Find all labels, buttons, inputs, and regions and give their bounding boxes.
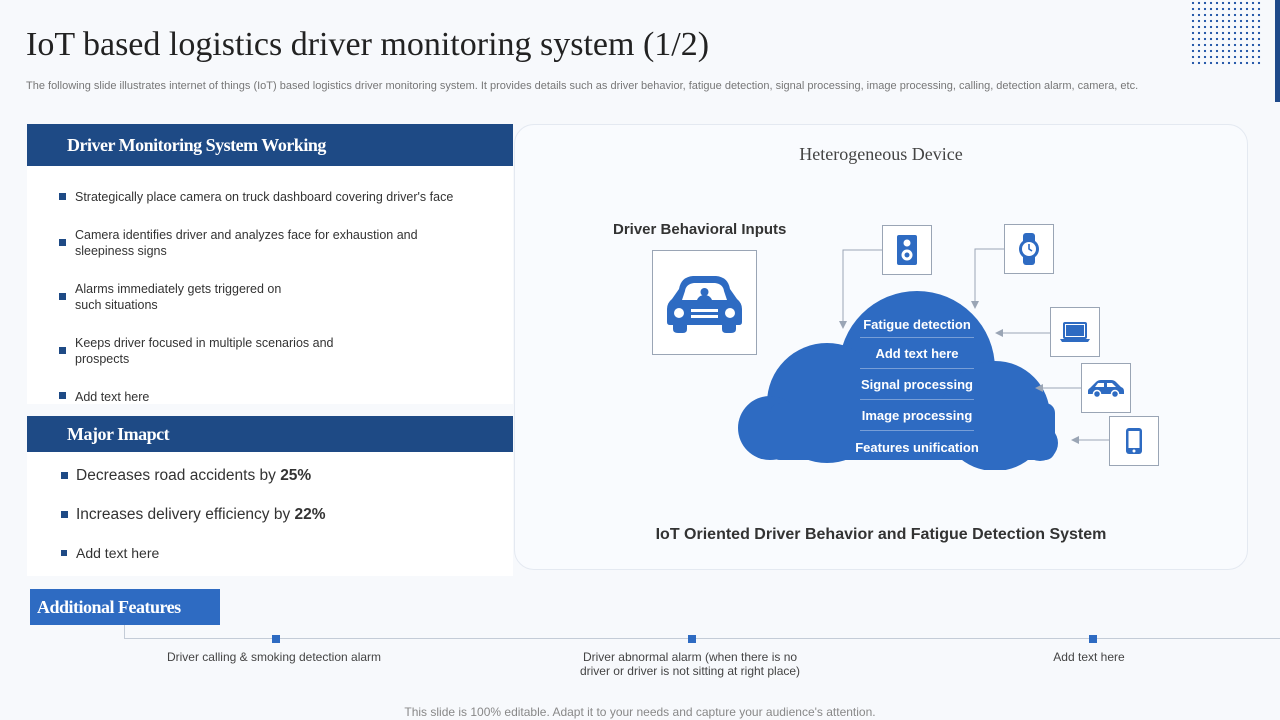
- impact-item-value: 25%: [280, 467, 312, 484]
- impact-item-text: Add text here: [76, 545, 160, 561]
- device-box-speaker: [882, 225, 932, 275]
- impact-heading: Major Imapct: [27, 416, 513, 452]
- page-title: IoT based logistics driver monitoring system (1/2): [26, 26, 710, 63]
- laptop-icon: [1059, 321, 1091, 343]
- working-item: Keeps driver focused in multiple scenarios and prospects: [75, 336, 334, 366]
- timeline-marker: [688, 635, 696, 643]
- cloud-item: Fatigue detection: [863, 317, 971, 332]
- working-item: Add text here: [75, 390, 150, 404]
- working-item: Alarms immediately gets triggered on such situations: [75, 282, 282, 312]
- driver-inputs-label: Driver Behavioral Inputs: [613, 221, 787, 238]
- working-item: Camera identifies driver and analyzes face for exhaustion and sleepiness signs: [75, 228, 418, 258]
- working-item: Strategically place camera on truck dashboard covering driver's face: [75, 190, 454, 204]
- additional-heading: Additional Features: [30, 589, 220, 625]
- timeline-marker: [1089, 635, 1097, 643]
- device-box-car: [1081, 363, 1131, 413]
- impact-item-text: Decreases road accidents by: [76, 467, 281, 484]
- cloud-item: Signal processing: [861, 377, 973, 392]
- device-box-phone: [1109, 416, 1159, 466]
- device-box-laptop: [1050, 307, 1100, 357]
- footer-note: This slide is 100% editable. Adapt it to your needs and capture your audience's attention.: [404, 705, 876, 719]
- speaker-icon: [896, 234, 918, 266]
- cloud-item: Add text here: [875, 346, 959, 361]
- device-box-watch: [1004, 224, 1054, 274]
- working-heading: Driver Monitoring System Working: [27, 124, 513, 166]
- feature-item: Driver calling & smoking detection alarm: [166, 650, 382, 664]
- diagram-title: Heterogeneous Device: [799, 144, 963, 164]
- cloud-item: Image processing: [861, 408, 973, 423]
- diagram-caption: IoT Oriented Driver Behavior and Fatigue Detection System: [655, 526, 1107, 543]
- impact-item-value: 22%: [294, 506, 326, 523]
- cloud-item: Features unification: [855, 440, 979, 455]
- watch-icon: [1017, 232, 1041, 266]
- phone-icon: [1125, 427, 1143, 455]
- page-subtitle: The following slide illustrates internet of things (IoT) based logistics driver monitoring system. It provides details such as driver behavior, fatigue detection, signal processing, image processing, calling, detection alarm, camera, etc.: [26, 80, 1139, 92]
- timeline-marker: [272, 635, 280, 643]
- impact-item-text: Increases delivery efficiency by: [76, 506, 295, 523]
- feature-item: Driver abnormal alarm (when there is no driver or driver is not sitting at right place): [579, 650, 801, 678]
- feature-item: Add text here: [1053, 650, 1125, 664]
- timeline-line: [124, 638, 1280, 639]
- car-icon: [1087, 377, 1125, 399]
- timeline-connector: [124, 625, 125, 639]
